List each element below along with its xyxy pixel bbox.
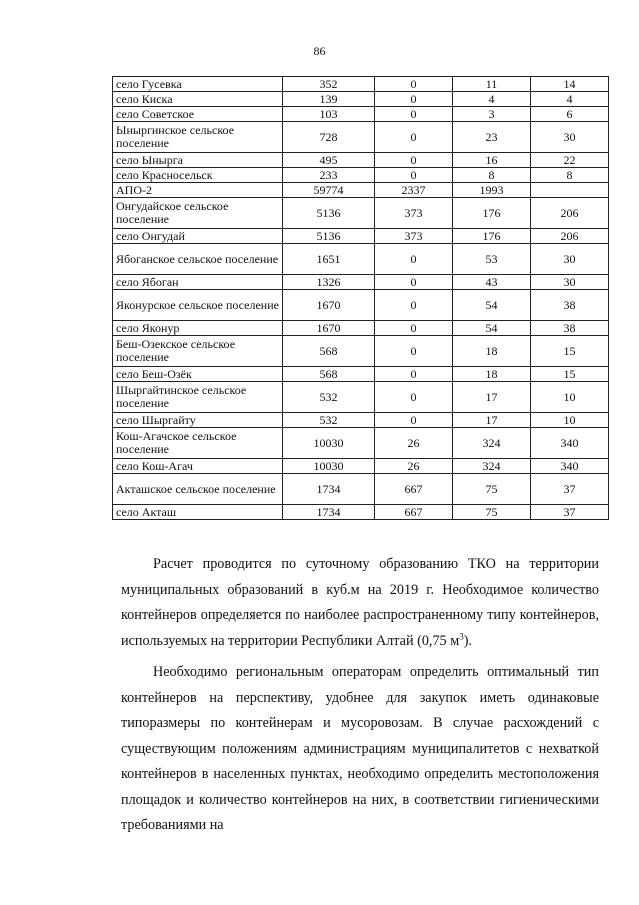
row-value-1-cell: 728 [283, 122, 375, 153]
row-value-1-cell: 103 [283, 107, 375, 122]
row-value-1-cell: 233 [283, 168, 375, 183]
row-value-1-cell: 532 [283, 413, 375, 428]
row-value-2-cell: 2337 [375, 183, 453, 198]
cubic-superscript: 3 [459, 630, 464, 641]
table-row [113, 428, 609, 459]
table-row [113, 122, 609, 153]
row-value-1-cell: 59774 [283, 183, 375, 198]
row-name-cell: АПО-2 [113, 183, 283, 198]
table-row [113, 290, 609, 321]
row-value-3-cell: 54 [453, 290, 531, 321]
table-body [113, 77, 609, 520]
row-value-1-cell: 139 [283, 92, 375, 107]
row-value-4-cell: 38 [531, 321, 609, 336]
table-row [113, 275, 609, 290]
row-value-4-cell: 10 [531, 382, 609, 413]
row-value-3-cell: 4 [453, 92, 531, 107]
row-value-2-cell: 667 [375, 474, 453, 505]
row-value-4-cell: 30 [531, 122, 609, 153]
table-row [113, 198, 609, 229]
row-name-cell: Ыныргинское сельское поселение [113, 122, 283, 153]
table-row [113, 92, 609, 107]
row-value-2-cell: 0 [375, 290, 453, 321]
table-row [113, 382, 609, 413]
row-name-cell: село Кош-Агач [113, 459, 283, 474]
row-name-cell: село Советское [113, 107, 283, 122]
row-value-4-cell: 30 [531, 275, 609, 290]
row-value-2-cell: 0 [375, 413, 453, 428]
row-value-4-cell [531, 183, 609, 198]
row-name-cell: село Ынырга [113, 153, 283, 168]
table-row [113, 505, 609, 520]
row-value-1-cell: 1734 [283, 474, 375, 505]
row-value-2-cell: 667 [375, 505, 453, 520]
row-value-4-cell: 37 [531, 505, 609, 520]
row-name-cell: село Онгудай [113, 229, 283, 244]
row-value-1-cell: 10030 [283, 459, 375, 474]
table-row [113, 244, 609, 275]
table-row [113, 336, 609, 367]
row-value-4-cell: 15 [531, 367, 609, 382]
row-value-4-cell: 37 [531, 474, 609, 505]
row-value-3-cell: 176 [453, 229, 531, 244]
row-value-2-cell: 0 [375, 122, 453, 153]
row-value-1-cell: 1734 [283, 505, 375, 520]
row-value-4-cell: 15 [531, 336, 609, 367]
row-value-2-cell: 0 [375, 336, 453, 367]
row-name-cell: Акташское сельское поселение [113, 474, 283, 505]
row-value-4-cell: 22 [531, 153, 609, 168]
paragraph-calculation [121, 552, 599, 654]
row-value-2-cell: 0 [375, 77, 453, 92]
row-value-1-cell: 1651 [283, 244, 375, 275]
row-name-cell: село Ябоган [113, 275, 283, 290]
row-value-3-cell: 54 [453, 321, 531, 336]
row-value-2-cell: 0 [375, 275, 453, 290]
table-row [113, 183, 609, 198]
row-value-3-cell: 53 [453, 244, 531, 275]
paragraph-calculation-text: Расчет проводится по суточному образованию ТКО на территории муниципальных образований в куб.м на 2019 г. Необходимое количество контейнеров определяется по наиболее распространенному типу контейнеров, используемых на территории Республики Алтай (0,75 м [121, 556, 599, 649]
row-value-1-cell: 532 [283, 382, 375, 413]
table-row [113, 77, 609, 92]
row-name-cell: Кош-Агачское сельское поселение [113, 428, 283, 459]
table-row [113, 459, 609, 474]
data-table [112, 76, 609, 520]
row-value-3-cell: 176 [453, 198, 531, 229]
row-name-cell: село Яконур [113, 321, 283, 336]
row-value-3-cell: 17 [453, 382, 531, 413]
row-value-3-cell: 75 [453, 474, 531, 505]
paragraph-calculation-end: ). [463, 632, 472, 649]
row-value-4-cell: 340 [531, 428, 609, 459]
row-value-1-cell: 352 [283, 77, 375, 92]
table-row [113, 153, 609, 168]
row-value-1-cell: 5136 [283, 229, 375, 244]
row-value-2-cell: 0 [375, 168, 453, 183]
page-number: 86 [313, 44, 326, 58]
table-row [113, 367, 609, 382]
row-name-cell: село Акташ [113, 505, 283, 520]
row-value-2-cell: 0 [375, 382, 453, 413]
row-value-4-cell: 340 [531, 459, 609, 474]
row-value-2-cell: 0 [375, 92, 453, 107]
table-row [113, 168, 609, 183]
row-value-2-cell: 26 [375, 428, 453, 459]
row-name-cell: Беш-Озекское сельское поселение [113, 336, 283, 367]
table-row [113, 229, 609, 244]
row-name-cell: Ябоганское сельское поселение [113, 244, 283, 275]
paragraph-recommendation: Необходимо региональным операторам определить оптимальный тип контейнеров на перспективу, удобнее для закупок иметь одинаковые типоразмеры по контейнерам и мусоровозам. В случае расхождений с существующим положениям администрациям муниципалитетов с нехваткой контейнеров в населенных пунктах, необходимо определить местоположения площадок и количество контейнеров на них, в соответствии гигиеническими требованиями на [121, 664, 599, 833]
row-value-1-cell: 568 [283, 336, 375, 367]
row-value-4-cell: 10 [531, 413, 609, 428]
row-value-4-cell: 4 [531, 92, 609, 107]
row-value-2-cell: 0 [375, 153, 453, 168]
row-value-3-cell: 324 [453, 459, 531, 474]
row-value-1-cell: 1326 [283, 275, 375, 290]
row-value-4-cell: 30 [531, 244, 609, 275]
row-value-3-cell: 43 [453, 275, 531, 290]
row-value-4-cell: 206 [531, 229, 609, 244]
row-value-3-cell: 8 [453, 168, 531, 183]
row-value-4-cell: 14 [531, 77, 609, 92]
row-value-3-cell: 18 [453, 336, 531, 367]
row-value-1-cell: 568 [283, 367, 375, 382]
row-name-cell: село Киска [113, 92, 283, 107]
row-value-1-cell: 1670 [283, 290, 375, 321]
row-value-1-cell: 5136 [283, 198, 375, 229]
row-name-cell: Яконурское сельское поселение [113, 290, 283, 321]
row-value-2-cell: 373 [375, 229, 453, 244]
row-value-4-cell: 6 [531, 107, 609, 122]
row-name-cell: село Гусевка [113, 77, 283, 92]
row-value-3-cell: 11 [453, 77, 531, 92]
row-value-3-cell: 1993 [453, 183, 531, 198]
row-value-4-cell: 206 [531, 198, 609, 229]
row-value-3-cell: 23 [453, 122, 531, 153]
row-value-1-cell: 10030 [283, 428, 375, 459]
row-value-2-cell: 0 [375, 321, 453, 336]
row-name-cell: Шыргайтинское сельское поселение [113, 382, 283, 413]
table-row [113, 107, 609, 122]
row-value-3-cell: 16 [453, 153, 531, 168]
row-value-2-cell: 0 [375, 244, 453, 275]
row-value-3-cell: 324 [453, 428, 531, 459]
row-value-1-cell: 495 [283, 153, 375, 168]
row-name-cell: село Красносельск [113, 168, 283, 183]
row-value-4-cell: 38 [531, 290, 609, 321]
row-value-3-cell: 17 [453, 413, 531, 428]
row-value-1-cell: 1670 [283, 321, 375, 336]
table-row [113, 413, 609, 428]
row-value-4-cell: 8 [531, 168, 609, 183]
row-value-3-cell: 18 [453, 367, 531, 382]
row-name-cell: село Беш-Озёк [113, 367, 283, 382]
row-value-2-cell: 0 [375, 367, 453, 382]
row-name-cell: Онгудайское сельское поселение [113, 198, 283, 229]
row-name-cell: село Шыргайту [113, 413, 283, 428]
row-value-2-cell: 0 [375, 107, 453, 122]
row-value-2-cell: 373 [375, 198, 453, 229]
row-value-3-cell: 3 [453, 107, 531, 122]
body-text [121, 552, 599, 839]
table-row [113, 321, 609, 336]
row-value-2-cell: 26 [375, 459, 453, 474]
row-value-3-cell: 75 [453, 505, 531, 520]
table-row [113, 474, 609, 505]
